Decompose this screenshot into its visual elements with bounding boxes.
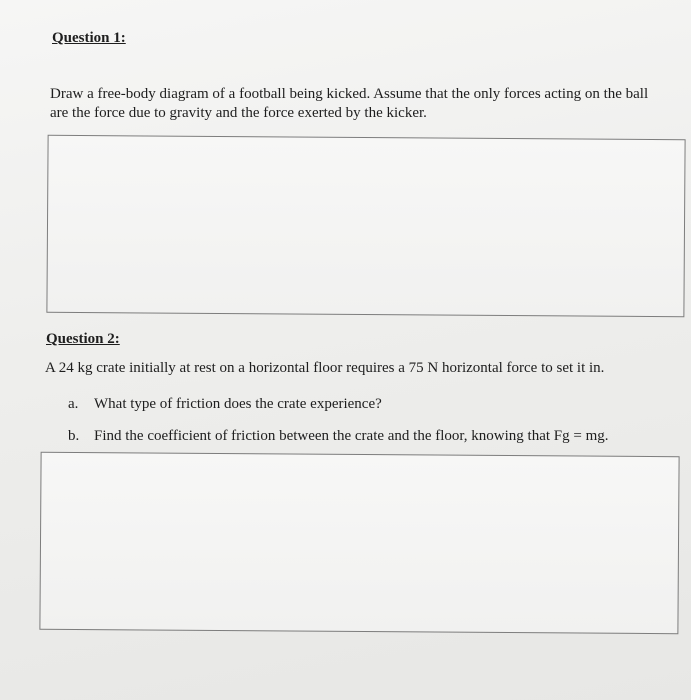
item-b-text: Find the coefficient of friction between the crate and the floor, knowing that Fg = mg. (94, 428, 609, 444)
item-b-marker: b. (68, 428, 80, 444)
question-2-item-a (68, 396, 382, 413)
question-1-answer-box[interactable] (46, 135, 685, 317)
question-1-heading: Question 1: (52, 30, 126, 46)
question-2-text: A 24 kg crate initially at rest on a horizontal floor requires a 75 N horizontal force to set it in. (45, 360, 605, 376)
question-2-answer-box[interactable] (39, 452, 679, 634)
question-2-item-b (68, 428, 609, 445)
question-2-heading: Question 2: (46, 331, 120, 347)
item-a-text: What type of friction does the crate experience? (94, 396, 382, 412)
item-a-marker: a. (68, 396, 79, 412)
question-1-text: Draw a free-body diagram of a football being kicked. Assume that the only forces acting on the ball are the force due to gravity and the force exerted by the kicker. (50, 86, 649, 121)
